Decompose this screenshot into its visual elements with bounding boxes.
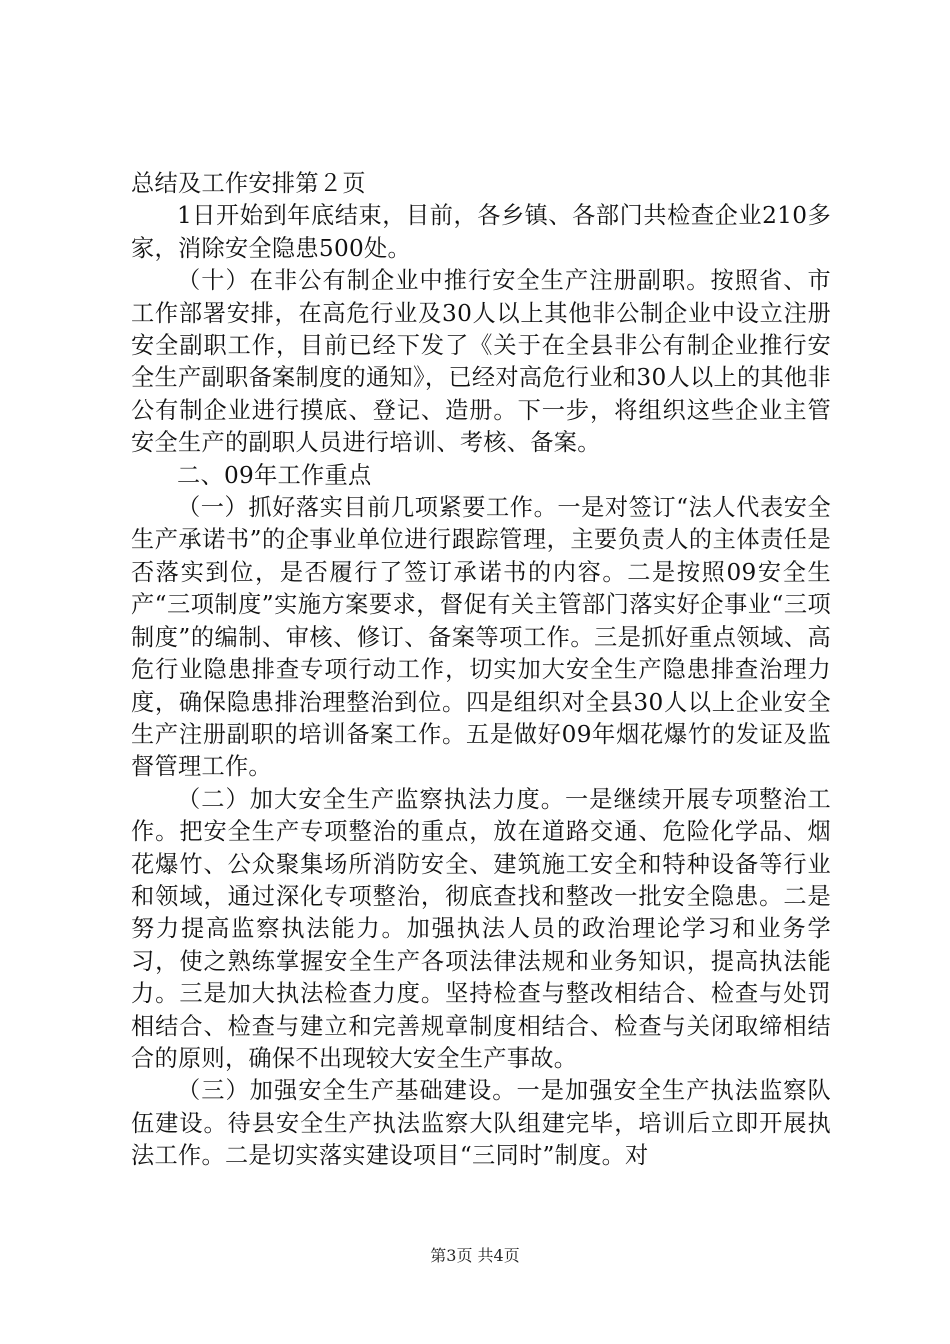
- page-footer: 第3页 共4页: [430, 1246, 520, 1265]
- document-body: [131, 168, 831, 1173]
- page-continuation-title: 总结及工作安排第２页: [131, 170, 366, 197]
- paragraph-item-ten: （十）在非公有制企业中推行安全生产注册副职。按照省、市工作部署安排，在高危行业及30人以上其他非公制企业中设立注册安全副职工作，目前已经下发了《关于在全县非公有制企业推行安全生产副职备案制度的通知》，已经对高危行业和30人以上的其他非公有制企业进行摸底、登记、造册。下一步，将组织这些企业主管安全生产的副职人员进行培训、考核、备案。: [131, 267, 831, 457]
- paragraph-priority-one: （一）抓好落实目前几项紧要工作。一是对签订“法人代表安全生产承诺书”的企事业单位进行跟踪管理，主要负责人的主体责任是否落实到位，是否履行了签订承诺书的内容。二是按照09安全生产“三项制度”实施方案要求，督促有关主管部门落实好企事业“三项制度”的编制、审核、修订、备案等项工作。三是抓好重点领域、高危行业隐患排查专项行动工作，切实加大安全生产隐患排查治理力度，确保隐患排治理整治到位。四是组织对全县30人以上企业安全生产注册副职的培训备案工作。五是做好09年烟花爆竹的发证及监督管理工作。: [131, 494, 831, 781]
- paragraph-inspection-summary: 1日开始到年底结束，目前，各乡镇、各部门共检查企业210多家，消除安全隐患500处。: [131, 202, 831, 262]
- paragraph-priority-two: （二）加大安全生产监察执法力度。一是继续开展专项整治工作。把安全生产专项整治的重点，放在道路交通、危险化学品、烟花爆竹、公众聚集场所消防安全、建筑施工安全和特种设备等行业和领域，通过深化专项整治，彻底查找和整改一批安全隐患。二是努力提高监察执法能力。加强执法人员的政治理论学习和业务学习，使之熟练掌握安全生产各项法律法规和业务知识，提高执法能力。三是加大执法检查力度。坚持检查与整改相结合、检查与处罚相结合、检查与建立和完善规章制度相结合、检查与关闭取缔相结合的原则，确保不出现较大安全生产事故。: [131, 785, 831, 1072]
- section-heading-09-priorities: 二、09年工作重点: [177, 461, 372, 489]
- paragraph-priority-three: （三）加强安全生产基础建设。一是加强安全生产执法监察队伍建设。待县安全生产执法监察大队组建完毕，培训后立即开展执法工作。二是切实落实建设项目“三同时”制度。对: [131, 1077, 831, 1170]
